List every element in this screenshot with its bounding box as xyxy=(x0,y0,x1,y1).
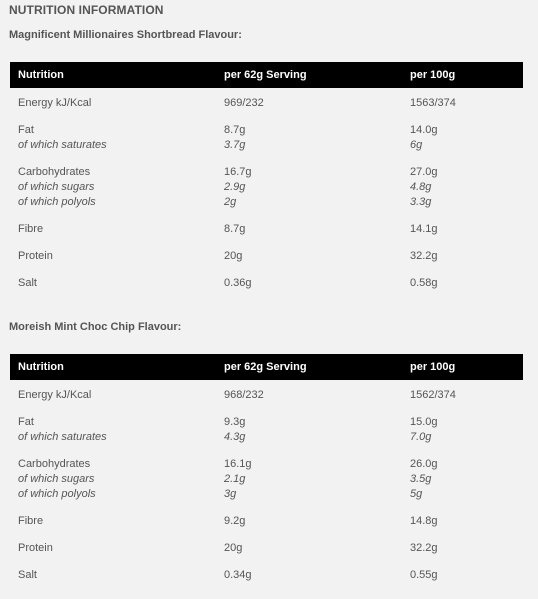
cell-serving xyxy=(216,157,402,214)
cell-per100: 1563/374 xyxy=(410,97,456,109)
sub-value: 3.3g xyxy=(410,196,432,208)
row-label: Fat xyxy=(18,124,34,136)
row-value: 27.0g xyxy=(410,166,438,178)
header-per-100g: per 100g xyxy=(402,62,523,88)
table-row-fat xyxy=(10,407,523,449)
cell-per100 xyxy=(402,115,523,157)
sub-value: 7.0g xyxy=(410,431,432,443)
row-value: 16.1g xyxy=(224,458,252,470)
table-header-row xyxy=(10,354,523,380)
cell-serving xyxy=(216,407,402,449)
cell-label: Energy kJ/Kcal xyxy=(18,389,92,401)
page-title: NUTRITION INFORMATION xyxy=(9,3,164,17)
cell-label: Energy kJ/Kcal xyxy=(18,97,92,109)
cell-label xyxy=(10,115,216,157)
row-value: 26.0g xyxy=(410,458,438,470)
cell-per100: 1562/374 xyxy=(410,389,456,401)
cell-serving xyxy=(216,115,402,157)
row-value: 9.3g xyxy=(224,416,246,428)
table-row-carbohydrates xyxy=(10,449,523,506)
cell-serving: 968/232 xyxy=(224,389,264,401)
cell-label: Salt xyxy=(18,277,37,289)
row-value: 8.7g xyxy=(224,124,246,136)
row-label: Carbohydrates xyxy=(18,458,91,470)
sub-value: 3.7g xyxy=(224,139,246,151)
cell-per100 xyxy=(402,157,523,214)
cell-serving: 969/232 xyxy=(224,97,264,109)
header-per-serving: per 62g Serving xyxy=(216,62,402,88)
cell-label: Salt xyxy=(18,569,37,581)
cell-per100: 0.55g xyxy=(410,569,438,581)
cell-serving: 20g xyxy=(224,542,243,554)
cell-per100 xyxy=(402,407,523,449)
row-value: 15.0g xyxy=(410,416,438,428)
cell-label xyxy=(10,157,216,214)
header-per-100g: per 100g xyxy=(402,354,523,380)
cell-serving: 9.2g xyxy=(224,515,246,527)
sub-label-polyols: of which polyols xyxy=(18,196,96,208)
table-row-carbohydrates xyxy=(10,157,523,214)
sub-value: 5g xyxy=(410,488,423,500)
table-row-protein xyxy=(10,241,523,268)
table-row-protein xyxy=(10,533,523,560)
cell-serving xyxy=(216,449,402,506)
sub-value: 2.9g xyxy=(224,181,246,193)
cell-per100: 32.2g xyxy=(410,250,438,262)
cell-label xyxy=(10,449,216,506)
table-row-energy xyxy=(10,380,523,407)
cell-label: Protein xyxy=(18,250,53,262)
sub-value: 2.1g xyxy=(224,473,246,485)
sub-label-sugars: of which sugars xyxy=(18,473,95,485)
cell-per100: 32.2g xyxy=(410,542,438,554)
table-row-fat xyxy=(10,115,523,157)
sub-value: 6g xyxy=(410,139,423,151)
table-header-row xyxy=(10,62,523,88)
cell-serving: 0.34g xyxy=(224,569,252,581)
sub-label-sugars: of which sugars xyxy=(18,181,95,193)
table-row-salt xyxy=(10,268,523,295)
sub-value: 4.3g xyxy=(224,431,246,443)
row-label: Carbohydrates xyxy=(18,166,91,178)
sub-value: 2g xyxy=(224,196,237,208)
flavour-1-title: Magnificent Millionaires Shortbread Flavour: xyxy=(9,29,242,41)
cell-serving: 8.7g xyxy=(224,223,246,235)
table-row-fibre xyxy=(10,214,523,241)
sub-label-polyols: of which polyols xyxy=(18,488,96,500)
row-value: 16.7g xyxy=(224,166,252,178)
table-row-fibre xyxy=(10,506,523,533)
cell-per100 xyxy=(402,449,523,506)
cell-per100: 14.1g xyxy=(410,223,438,235)
header-per-serving: per 62g Serving xyxy=(216,354,402,380)
row-label: Fat xyxy=(18,416,34,428)
flavour-2-title: Moreish Mint Choc Chip Flavour: xyxy=(9,321,182,333)
cell-serving: 0.36g xyxy=(224,277,252,289)
cell-per100: 14.8g xyxy=(410,515,438,527)
flavour-1-nutrition-table xyxy=(10,62,523,295)
table-row-salt xyxy=(10,560,523,587)
flavour-2-nutrition-table xyxy=(10,354,523,587)
sub-label-saturates: of which saturates xyxy=(18,139,107,151)
header-nutrition: Nutrition xyxy=(10,354,216,380)
cell-label xyxy=(10,407,216,449)
cell-label: Fibre xyxy=(18,515,44,527)
sub-value: 4.8g xyxy=(410,181,432,193)
table-row-energy xyxy=(10,88,523,115)
header-nutrition: Nutrition xyxy=(10,62,216,88)
cell-label: Protein xyxy=(18,542,53,554)
cell-serving: 20g xyxy=(224,250,243,262)
sub-label-saturates: of which saturates xyxy=(18,431,107,443)
cell-per100: 0.58g xyxy=(410,277,438,289)
row-value: 14.0g xyxy=(410,124,438,136)
sub-value: 3g xyxy=(224,488,237,500)
sub-value: 3.5g xyxy=(410,473,432,485)
cell-label: Fibre xyxy=(18,223,44,235)
